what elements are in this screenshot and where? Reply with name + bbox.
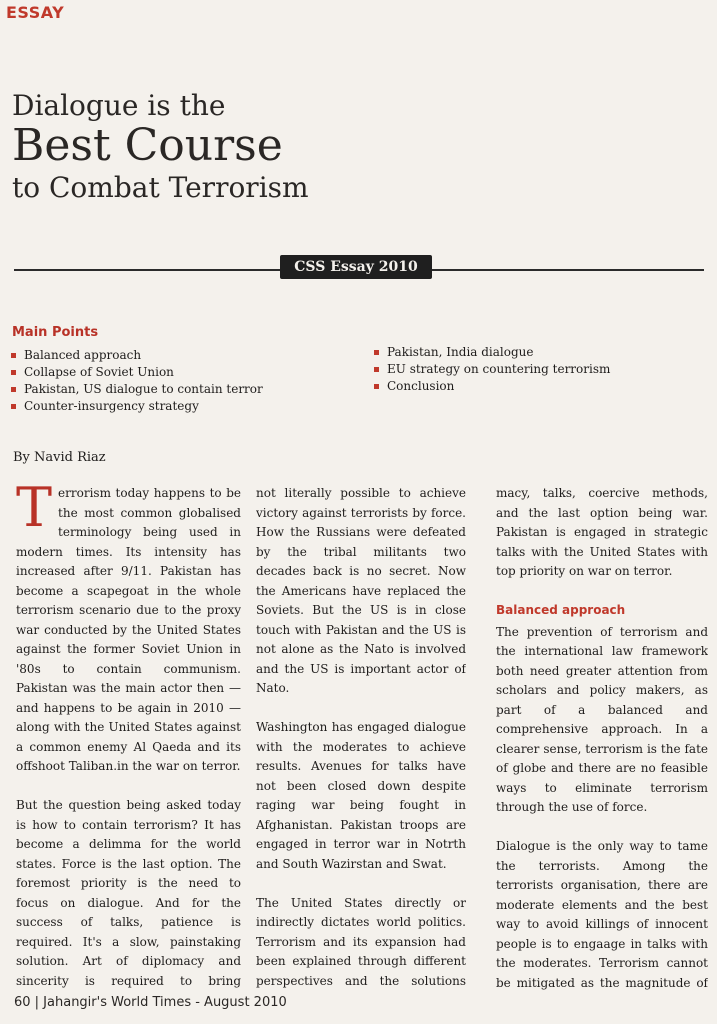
article-column-1: [16, 484, 241, 990]
main-points-list-right: [373, 344, 610, 395]
section-tag: ESSAY: [6, 3, 65, 22]
title-line-3: to Combat Terrorism: [12, 171, 309, 204]
main-point-item: EU strategy on countering terrorism: [373, 361, 610, 378]
paragraph-text: errorism today happens to be the most common globalised terminology being used in modern times. Its intensity has increased after 9/11. Pakistan has become a scapegoat in the whole terrorism scenario due to the proxy war conducted by the United States against the former Soviet Union in '80s to contain communism. Pakistan was the main actor then — and happens to be again in 2010 — along with the United States against a common enemy Al Qaeda and its offshoot Taliban.in the war on terror.: [16, 486, 241, 773]
main-point-item: Conclusion: [373, 378, 610, 395]
page-title: [12, 89, 309, 204]
paragraph: The United States directly or indirectly dictates world politics. Terrorism and its expansion had been explained through different perspectives and the solutions: [256, 895, 466, 988]
paragraph: Dialogue is the only way to tame the terrorists. Among the terrorists organisation, there are moderate elements and the best way to avoid killings of innocent people is to engaage in talks with the moderates. Terrorism cannot be mitigated as the magnitude of: [496, 839, 708, 990]
article-column-3: [496, 484, 708, 990]
title-line-2: Best Course: [12, 120, 283, 171]
main-point-item: Pakistan, US dialogue to contain terror: [10, 381, 263, 398]
byline: By Navid Riaz: [13, 450, 106, 465]
paragraph: [16, 484, 241, 777]
paragraph: macy, talks, coercive methods, and the last option being war. Pakistan is engaged in strategic talks with the United States with top priority on war on terror.: [496, 486, 708, 578]
paragraph: But the question being asked today is how to contain terrorism? It has become a delimma for the world states. Force is the last option. The foremost priority is the need to focus on dialogue. And for the success of talks, patience is required. It's a slow, painstaking solution. Art of diplomacy and sincerity is required to bring: [16, 798, 241, 988]
paragraph: The prevention of terrorism and the international law framework both need greater attention from scholars and policy makers, as part of a balanced and comprehensive approach. In a clearer sense, terrorism is the fate of globe and there are no feasible ways to eliminate terrorism through the use of force.: [496, 624, 708, 814]
paragraph: Washington has engaged dialogue with the moderates to achieve results. Avenues for talks have not been closed down despite raging war being fought in Afghanistan. Pakistan troops are engaged in terror war in Notrth and South Wazirstan and Swat.: [256, 720, 466, 871]
main-point-item: Pakistan, India dialogue: [373, 344, 610, 361]
page-footer: 60 | Jahangir's World Times - August 2010: [14, 995, 287, 1010]
main-point-item: Collapse of Soviet Union: [10, 364, 263, 381]
main-points-list-left: [10, 347, 263, 415]
paragraph: not literally possible to achieve victory against terrorists by force. How the Russians were defeated by the tribal militants two decades back is no secret. Now the Americans have replaced the Soviets. But the US is in close touch with Pakistan and the US is not alone as the Nato is involved and the US is important actor of Nato.: [256, 486, 466, 695]
title-line-1: Dialogue is the: [12, 89, 226, 122]
main-point-item: Balanced approach: [10, 347, 263, 364]
subheading-balanced-approach: Balanced approach: [496, 603, 626, 617]
article-column-2: [256, 484, 466, 990]
essay-banner: CSS Essay 2010: [280, 255, 432, 279]
main-points-heading: Main Points: [12, 325, 99, 340]
main-point-item: Counter-insurgency strategy: [10, 398, 263, 415]
drop-cap: T: [16, 484, 53, 539]
